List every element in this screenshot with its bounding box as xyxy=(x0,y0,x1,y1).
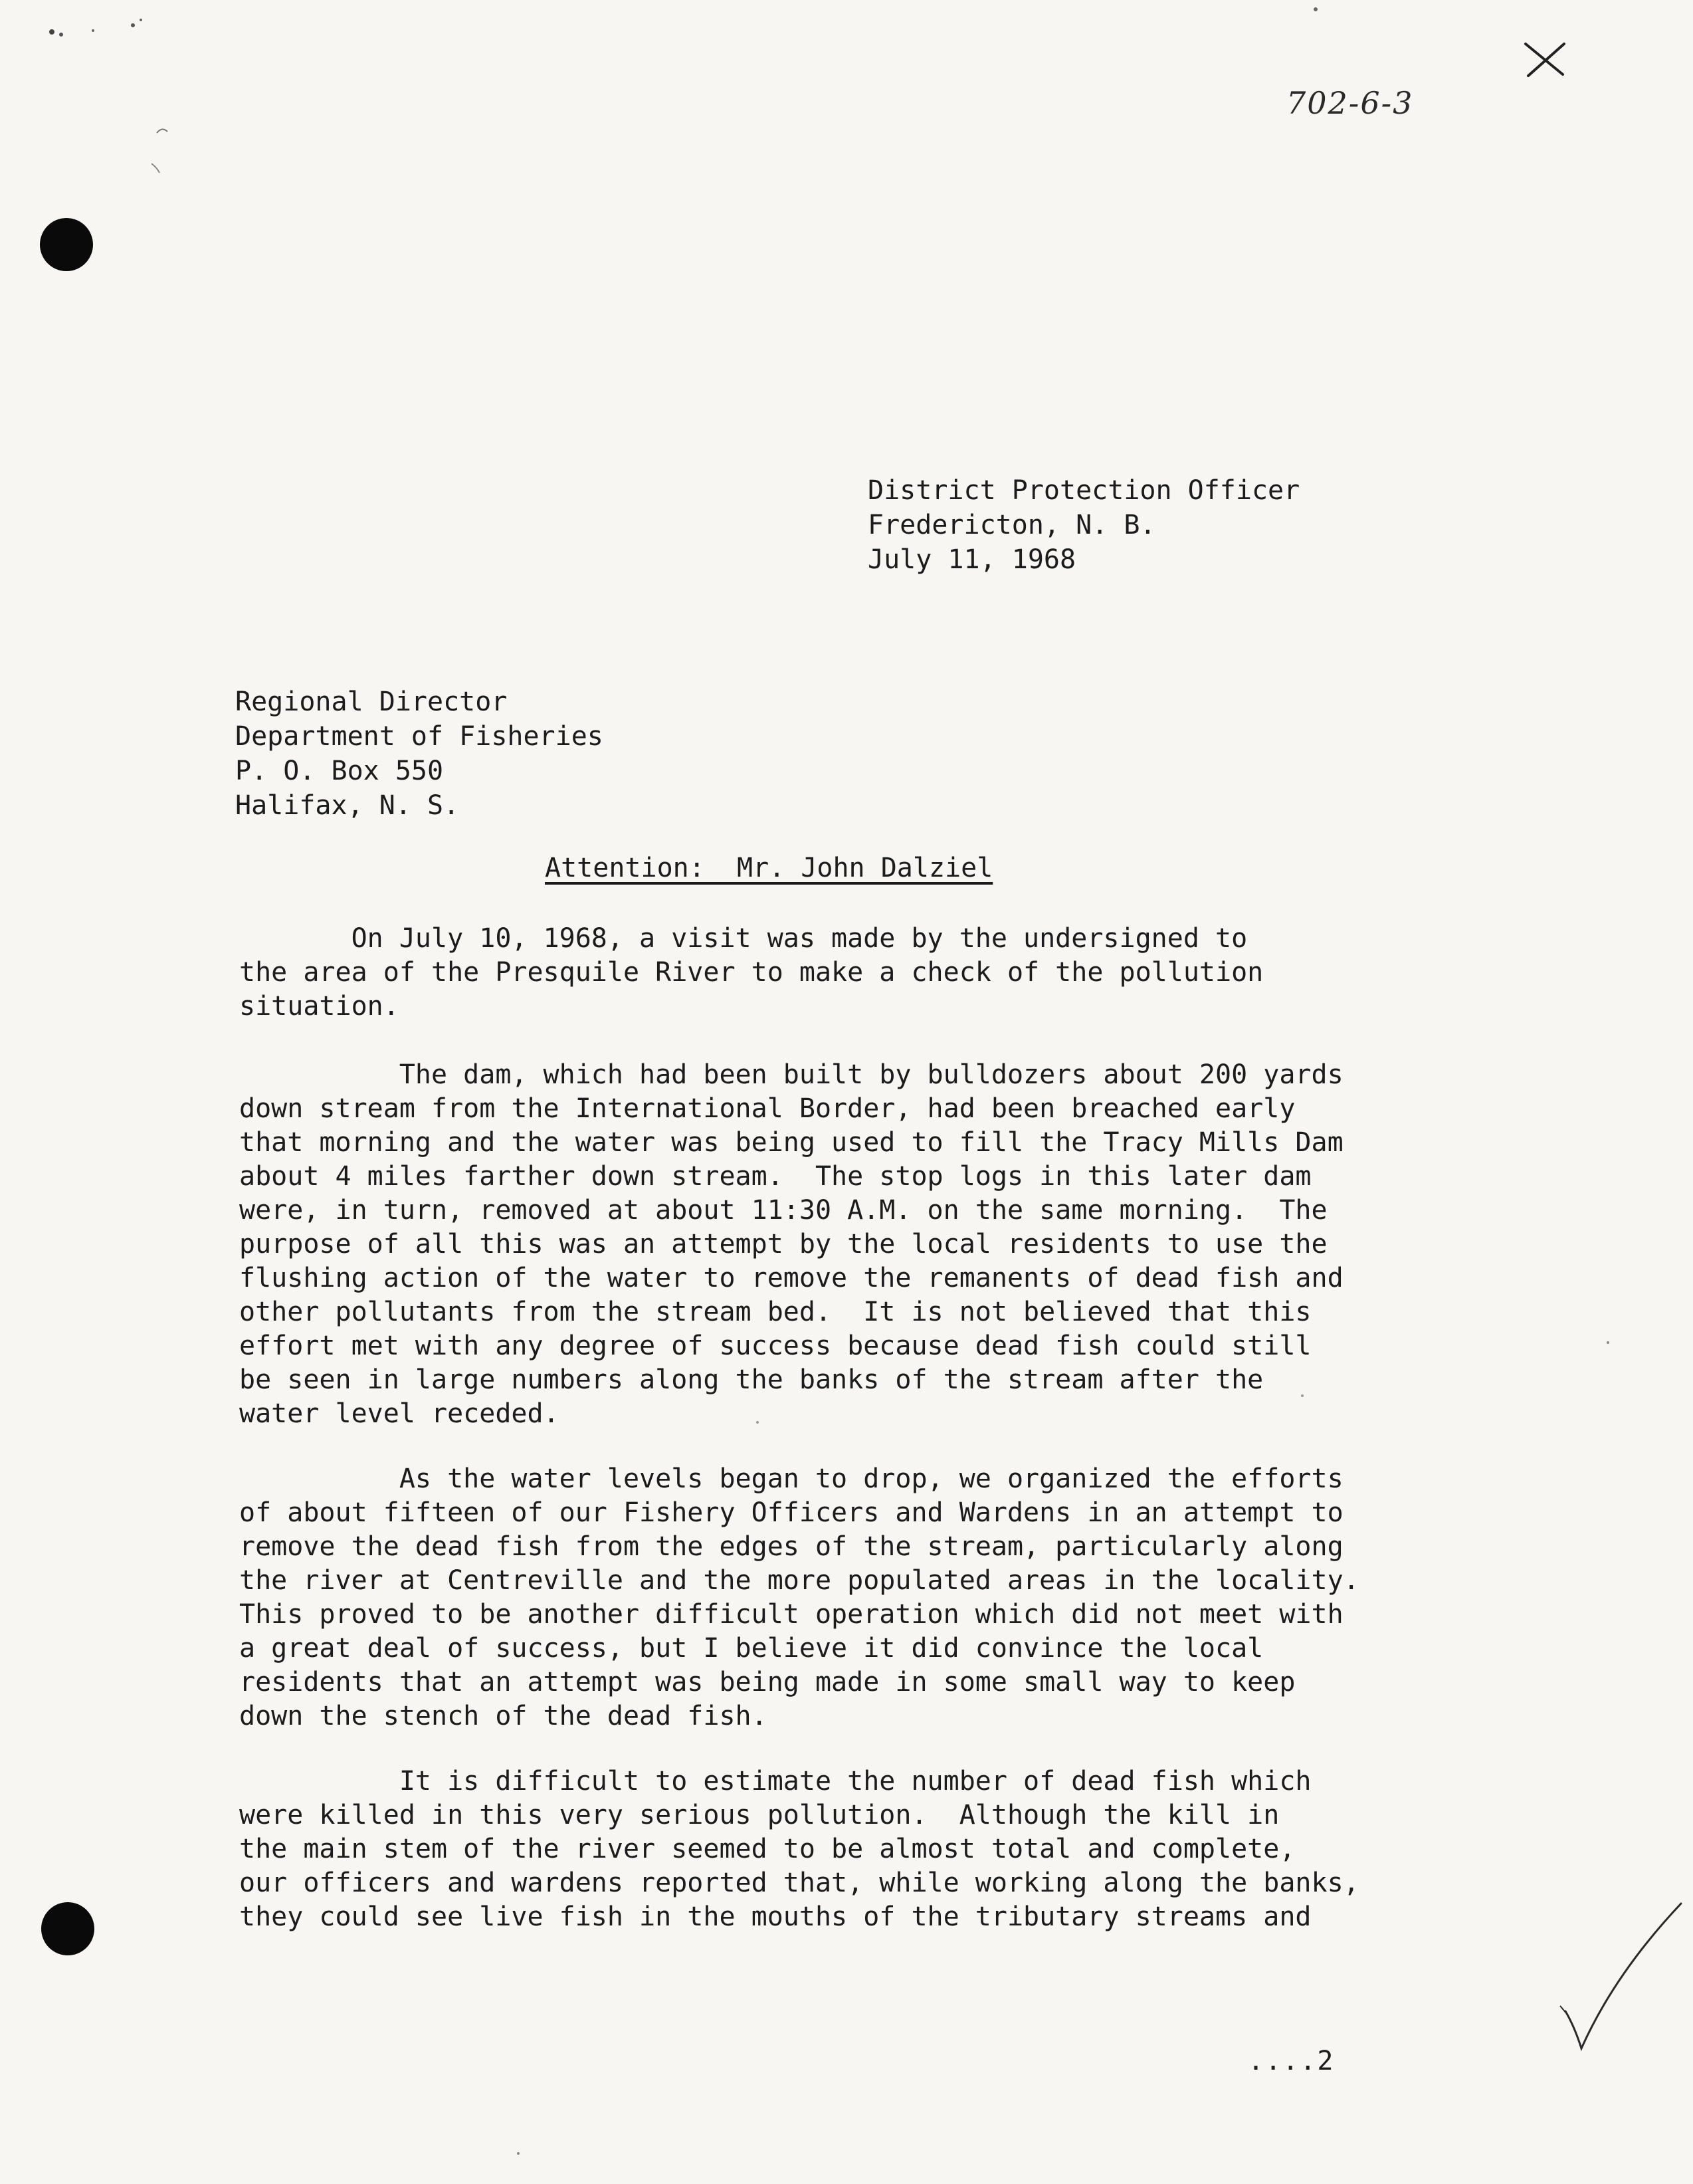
letter-date: July 11, 1968 xyxy=(868,544,1076,575)
punch-hole-top xyxy=(40,218,93,271)
recipient-city: Halifax, N. S. xyxy=(235,790,460,821)
paragraph-line: This proved to be another difficult operation which did not meet with xyxy=(239,1599,1344,1630)
paragraph-line: effort met with any degree of success because dead fish could still xyxy=(239,1331,1312,1361)
paragraph-line: As the water levels began to drop, we organized the efforts xyxy=(239,1464,1344,1494)
paragraph-line: water level receded. xyxy=(239,1398,559,1429)
paragraph-3 xyxy=(239,1462,1502,1733)
paragraph-line: other pollutants from the stream bed. It is not believed that this xyxy=(239,1297,1312,1327)
paragraph-line: a great deal of success, but I believe it did convince the local xyxy=(239,1633,1264,1664)
paragraph-2 xyxy=(239,1058,1502,1431)
recipient-title: Regional Director xyxy=(235,687,508,717)
paragraph-line: they could see live fish in the mouths of the tributary streams and xyxy=(239,1902,1312,1932)
paragraph-4 xyxy=(239,1765,1502,1934)
paragraph-line: be seen in large numbers along the banks of the stream after the xyxy=(239,1365,1264,1395)
paragraph-line: the main stem of the river seemed to be almost total and complete, xyxy=(239,1834,1296,1864)
attention-line xyxy=(545,851,993,885)
paragraph-line: our officers and wardens reported that, while working along the banks, xyxy=(239,1868,1359,1898)
recipient-po-box: P. O. Box 550 xyxy=(235,756,444,786)
paragraph-line: It is difficult to estimate the number of dead fish which xyxy=(239,1766,1312,1797)
paragraph-line: of about fifteen of our Fishery Officers and Wardens in an attempt to xyxy=(239,1497,1344,1528)
file-reference-number: 702-6-3 xyxy=(1286,85,1414,121)
check-mark-icon xyxy=(1555,1894,1688,2060)
paragraph-line: were killed in this very serious pollution. Although the kill in xyxy=(239,1800,1280,1830)
paragraph-line: about 4 miles farther down stream. The stop logs in this later dam xyxy=(239,1161,1312,1192)
paragraph-line: purpose of all this was an attempt by the local residents to use the xyxy=(239,1229,1328,1259)
paragraph-line: The dam, which had been built by bulldozers about 200 yards xyxy=(239,1059,1344,1090)
sender-title: District Protection Officer xyxy=(868,475,1300,506)
x-mark-icon xyxy=(1522,40,1568,80)
sender-location: Fredericton, N. B. xyxy=(868,510,1156,540)
paragraph-line: the river at Centreville and the more populated areas in the locality. xyxy=(239,1565,1359,1596)
paragraph-line: down the stench of the dead fish. xyxy=(239,1701,767,1731)
punch-hole-bottom xyxy=(41,1902,94,1955)
recipient-address-block xyxy=(235,685,603,823)
recipient-department: Department of Fisheries xyxy=(235,721,603,752)
paragraph-line: were, in turn, removed at about 11:30 A.M. on the same morning. The xyxy=(239,1195,1328,1226)
paragraph-1 xyxy=(239,922,1502,1024)
paragraph-line: remove the dead fish from the edges of the stream, particularly along xyxy=(239,1531,1344,1562)
attention-text: Attention: Mr. John Dalziel xyxy=(545,853,993,883)
sender-block xyxy=(868,473,1300,577)
paragraph-line: flushing action of the water to remove the remanents of dead fish and xyxy=(239,1263,1344,1293)
paragraph-line: down stream from the International Border, had been breached early xyxy=(239,1093,1296,1124)
paragraph-line: the area of the Presquile River to make a check of the pollution xyxy=(239,957,1264,988)
paragraph-line: that morning and the water was being used to fill the Tracy Mills Dam xyxy=(239,1127,1344,1158)
page-continuation: ....2 xyxy=(1248,2046,1335,2076)
paragraph-line: residents that an attempt was being made in some small way to keep xyxy=(239,1667,1296,1697)
paragraph-line: situation. xyxy=(239,991,399,1022)
paragraph-line: On July 10, 1968, a visit was made by the undersigned to xyxy=(239,923,1248,954)
